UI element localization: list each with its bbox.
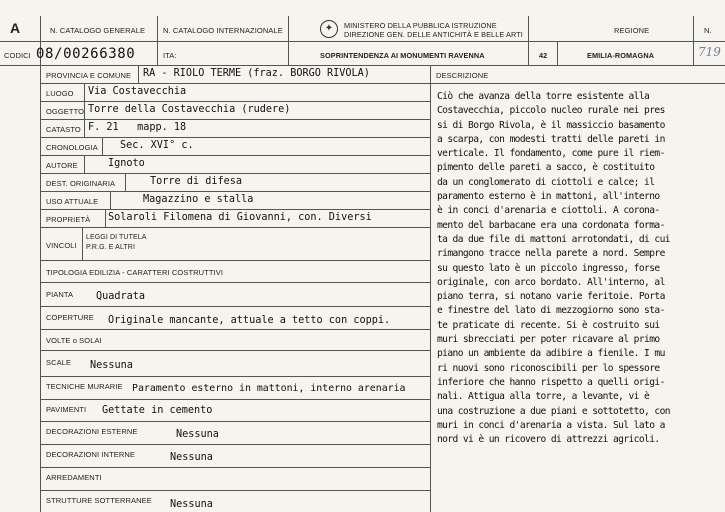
- pavimenti-value: Gettate in cemento: [102, 405, 213, 416]
- label-separator: [84, 155, 85, 173]
- descrizione-text: Ciò che avanza della torre esistente alla Costavecchia, piccolo nucleo rurale nei pres si di Borgo Rivola, è il massiccio basamento a scarpa, con modesti tratti delle pareti in verticale. Il fondamento, come pure il riem- pimento delle pareti a sacco, è costituito da un conglomerato di ciottoli e calce; il paramento esterno è in mattoni, all'interno è in conci d'arenaria e ciottoli. A corona- mento del barbacane era una cordonata forma- ta da due file di mattoni arrotondati, di cui rimangono tracce nella parete a nord. Sempre su questo lato è un piccolo ingresso, forse originale, con arco bordato. All'interno, al piano terra, si notano varie feritoie. Porta e finestre del lato di mezzogiorno sono sta- te praticate di recente. Si è costruito sui muri sbrecciati per poter ricavare al primo piano un ambiente da adibire a fienile. I mu ri nuovi sono riconoscibili per lo spessore inferiore che hanno rispetto a quelli origi- nali. Attigua alla torre, a levante, vi è una costruzione a due piani e sottotetto, con muri in conci d'arenaria a vista. Sul lato a nord vi è un ricovero di attrezzi agricoli.: [437, 91, 670, 446]
- row-line: [40, 260, 430, 261]
- header-vline: [157, 16, 158, 65]
- soprintendenza-num: 42: [539, 51, 548, 60]
- label-separator: [102, 137, 103, 155]
- row-line: [40, 490, 430, 491]
- label-separator: [138, 65, 139, 83]
- strutture-sotterranee-label: STRUTTURE SOTTERRANEE: [46, 496, 152, 505]
- row-line: [40, 350, 430, 351]
- numero-label: N.: [704, 26, 712, 35]
- decorazioni-esterne-value: Nessuna: [176, 429, 219, 440]
- uso-attuale-value: Magazzino e stalla: [143, 194, 254, 205]
- row-line: [40, 399, 430, 400]
- label-separator: [125, 173, 126, 191]
- ministero-line1: MINISTERO DELLA PUBBLICA ISTRUZIONE: [344, 21, 497, 30]
- tecniche-murarie-label: TECNICHE MURARIE: [46, 382, 123, 391]
- decorazioni-interne-label: DECORAZIONI INTERNE: [46, 450, 135, 459]
- catasto-value: F. 21 mapp. 18: [88, 122, 187, 133]
- soprintendenza: SOPRINTENDENZA AI MONUMENTI RAVENNA: [320, 51, 485, 60]
- row-line: [40, 467, 430, 468]
- ita-label: ITA:: [163, 51, 177, 60]
- handwritten-number: 719: [698, 45, 721, 59]
- provincia-label: PROVINCIA E COMUNE: [46, 71, 132, 80]
- header-vline: [693, 16, 694, 65]
- desc-header-line: [430, 83, 725, 84]
- cronologia-label: CRONOLOGIA: [46, 143, 98, 152]
- row-line: [40, 227, 430, 228]
- volte-solai-label: VOLTE o SOLAI: [46, 336, 102, 345]
- row-line: [40, 329, 430, 330]
- vincoli-label: VINCOLI: [46, 241, 77, 250]
- codice-value: 08/00266380: [36, 46, 136, 62]
- dest-originaria-label: DEST. ORIGINARIA: [46, 179, 116, 188]
- header-vline: [528, 16, 529, 65]
- row-line: [40, 306, 430, 307]
- oggetto-value: Torre della Costavecchia (rudere): [88, 104, 291, 115]
- pavimenti-label: PAVIMENTI: [46, 405, 87, 414]
- header-vline: [288, 16, 289, 65]
- prg-label: P.R.G. E ALTRI: [86, 244, 135, 251]
- row-line: [40, 282, 430, 283]
- regione-value: EMILIA-ROMAGNA: [587, 51, 655, 60]
- coperture-label: COPERTURE: [46, 313, 94, 322]
- header-divider: [0, 41, 725, 42]
- row-line: [40, 444, 430, 445]
- provincia-value: RA - RIOLO TERME (fraz. BORGO RIVOLA): [143, 68, 370, 79]
- catasto-label: CATASTO: [46, 125, 81, 134]
- oggetto-label: OGGETTO: [46, 107, 85, 116]
- luogo-label: LUOGO: [46, 89, 74, 98]
- row-line: [40, 101, 430, 102]
- column-divider: [430, 65, 431, 512]
- decorazioni-esterne-label: DECORAZIONI ESTERNE: [46, 427, 138, 436]
- header-vline: [557, 41, 558, 65]
- row-line: [40, 155, 430, 156]
- autore-value: Ignoto: [108, 158, 145, 169]
- arredamenti-label: ARREDAMENTI: [46, 473, 102, 482]
- catalogo-internazionale-label: N. CATALOGO INTERNAZIONALE: [163, 26, 283, 35]
- label-separator: [84, 119, 85, 137]
- pianta-label: PIANTA: [46, 290, 74, 299]
- row-line: [40, 119, 430, 120]
- label-separator: [84, 101, 85, 119]
- row-line: [40, 173, 430, 174]
- label-separator: [82, 227, 83, 260]
- ministero-line2: DIREZIONE GEN. DELLE ANTICHITÀ E BELLE ARTI: [344, 30, 523, 39]
- dest-originaria-value: Torre di difesa: [150, 176, 243, 187]
- pianta-value: Quadrata: [96, 291, 146, 302]
- proprieta-value: Solaroli Filomena di Giovanni, con. Diversi: [108, 212, 372, 223]
- label-separator: [84, 83, 85, 101]
- regione-label: REGIONE: [614, 26, 650, 35]
- coperture-value: Originale mancante, attuale a tetto con coppi.: [108, 315, 391, 326]
- label-separator: [105, 209, 106, 227]
- catalogo-generale-label: N. CATALOGO GENERALE: [50, 26, 146, 35]
- scale-label: SCALE: [46, 358, 72, 367]
- tipologia-label: TIPOLOGIA EDILIZIA - CARATTERI COSTRUTTIVI: [46, 268, 223, 277]
- card-letter: A: [10, 20, 21, 36]
- row-line: [40, 209, 430, 210]
- row-line: [40, 421, 430, 422]
- decorazioni-interne-value: Nessuna: [170, 452, 213, 463]
- header-bottom-line: [0, 65, 725, 66]
- tecniche-murarie-value: Paramento esterno in mattoni, interno arenaria: [132, 383, 406, 394]
- codici-label: CODICI: [4, 51, 31, 60]
- row-line: [40, 376, 430, 377]
- uso-attuale-label: USO ATTUALE: [46, 197, 99, 206]
- label-separator: [110, 191, 111, 209]
- scale-value: Nessuna: [90, 360, 133, 371]
- republic-emblem-icon: ✦: [320, 20, 338, 38]
- autore-label: AUTORE: [46, 161, 78, 170]
- row-line: [40, 83, 430, 84]
- luogo-value: Via Costavecchia: [88, 86, 187, 97]
- row-line: [40, 137, 430, 138]
- descrizione-label: DESCRIZIONE: [436, 71, 489, 80]
- proprieta-label: PROPRIETÀ: [46, 215, 91, 224]
- leggi-tutela-label: LEGGI DI TUTELA: [86, 234, 147, 241]
- cronologia-value: Sec. XVI° c.: [120, 140, 194, 151]
- row-line: [40, 191, 430, 192]
- strutture-sotterranee-value: Nessuna: [170, 499, 213, 510]
